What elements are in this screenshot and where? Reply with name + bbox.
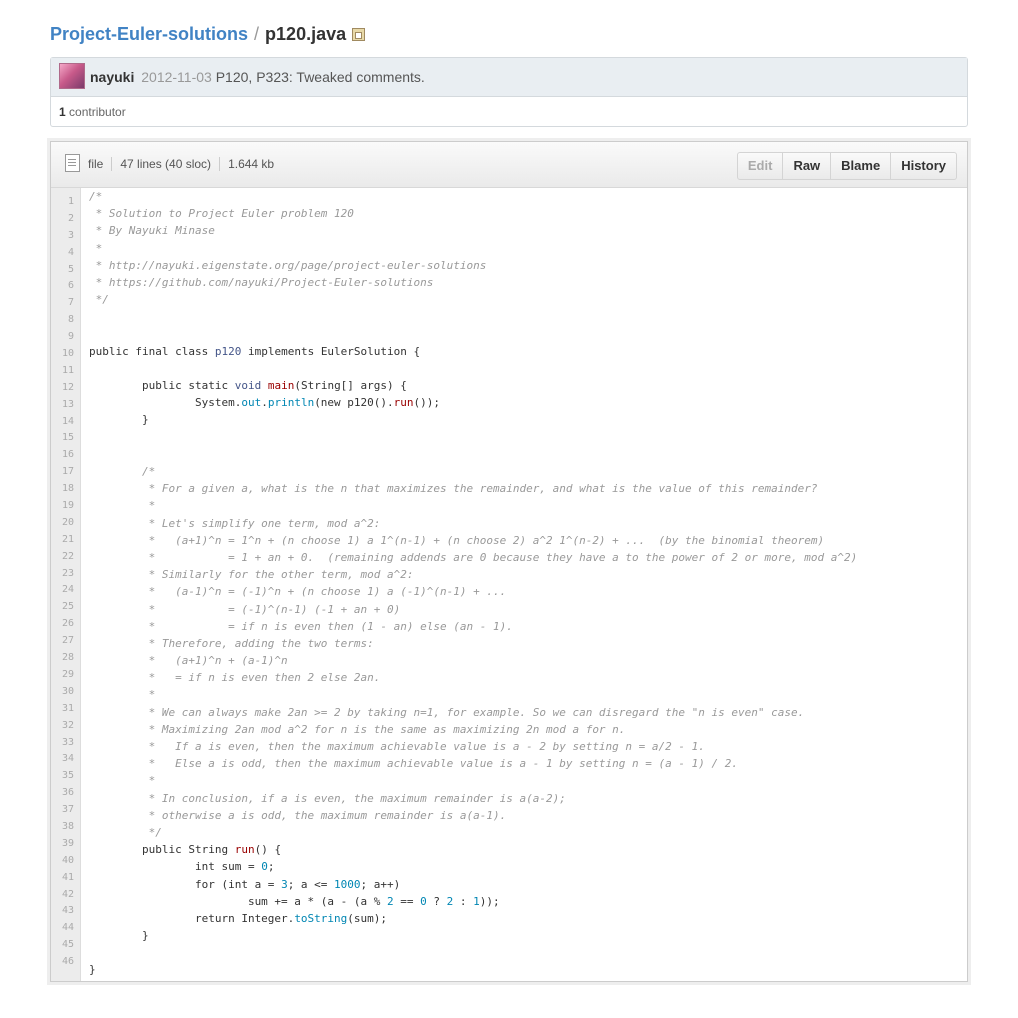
line-number[interactable]: 17 xyxy=(61,466,74,478)
code-line: * xyxy=(89,499,156,513)
line-number[interactable]: 9 xyxy=(67,331,74,343)
contributors-row xyxy=(51,97,967,128)
line-number[interactable]: 8 xyxy=(67,314,74,326)
line-number[interactable]: 13 xyxy=(61,398,74,410)
line-number[interactable]: 36 xyxy=(61,787,74,799)
line-number[interactable]: 24 xyxy=(61,584,74,596)
line-number[interactable]: 42 xyxy=(61,888,74,900)
commit-summary xyxy=(51,58,967,97)
line-number[interactable]: 38 xyxy=(61,820,74,832)
line-number[interactable]: 46 xyxy=(61,956,74,968)
line-number[interactable]: 45 xyxy=(61,939,74,951)
code-line: } xyxy=(89,929,149,943)
line-number[interactable]: 34 xyxy=(61,753,74,765)
code-line: * https://github.com/nayuki/Project-Euler-solutions xyxy=(89,275,434,289)
line-number[interactable]: 25 xyxy=(61,601,74,613)
code-line: * xyxy=(89,688,156,702)
line-number[interactable]: 40 xyxy=(61,854,74,866)
code-line: * Maximizing 2an mod a^2 for n is the same as maximizing 2n mod a for n. xyxy=(89,722,626,736)
file-name: p120.java xyxy=(265,24,347,44)
line-number[interactable]: 18 xyxy=(61,483,74,495)
code-line xyxy=(81,326,967,343)
code-line: sum += a * (a - (a % 2 == 0 ? 2 : 1)); xyxy=(89,894,500,908)
breadcrumb xyxy=(50,24,365,45)
line-number[interactable]: 4 xyxy=(67,246,74,258)
copy-path-icon[interactable] xyxy=(352,28,365,41)
line-number[interactable]: 2 xyxy=(67,212,74,224)
code-line: * Let's simplify one term, mod a^2: xyxy=(89,516,381,530)
code-line: */ xyxy=(89,293,109,307)
commit-date: 2012-11-03 xyxy=(141,69,212,85)
code-line: } xyxy=(89,413,149,427)
code-line: * xyxy=(89,774,156,788)
line-number-gutter xyxy=(51,188,81,981)
file-lines: 47 lines (40 sloc) xyxy=(120,157,212,171)
line-number[interactable]: 23 xyxy=(61,567,74,579)
edit-button[interactable]: Edit xyxy=(737,152,784,180)
code-line: * If a is even, then the maximum achievable value is a - 2 by setting n = a/2 - 1. xyxy=(89,740,705,753)
code-line xyxy=(81,308,967,325)
code-line: * otherwise a is odd, the maximum remainder is a(a-1). xyxy=(89,808,507,822)
line-number[interactable]: 19 xyxy=(61,500,74,512)
file-type: file xyxy=(88,157,104,171)
line-number[interactable]: 7 xyxy=(67,297,74,309)
code-line: } xyxy=(89,963,96,977)
line-number[interactable]: 1 xyxy=(67,196,74,207)
code-line: * Therefore, adding the two terms: xyxy=(89,636,374,650)
commit-message[interactable]: P120, P323: Tweaked comments. xyxy=(215,69,425,85)
line-number[interactable]: 21 xyxy=(61,533,74,545)
file-box xyxy=(50,141,968,982)
file-header xyxy=(51,142,967,188)
line-number[interactable]: 32 xyxy=(61,719,74,731)
line-number[interactable]: 26 xyxy=(61,618,74,630)
line-number[interactable]: 41 xyxy=(61,871,74,883)
code-line: * = 1 + an + 0. (remaining addends are 0 because they have a to the power of 2 or more, mod a^2) xyxy=(89,550,858,564)
code-line: return Integer.toString(sum); xyxy=(89,911,388,925)
code-line: * (a+1)^n + (a-1)^n xyxy=(89,654,288,668)
code-lines xyxy=(81,188,967,981)
contributors-count: 1 xyxy=(59,105,66,119)
code-line: * We can always make 2an >= 2 by taking n=1, for example. So we can disregard the "n is even" case. xyxy=(89,705,805,719)
code-line: * xyxy=(89,241,103,255)
line-number[interactable]: 14 xyxy=(61,415,74,427)
line-number[interactable]: 15 xyxy=(61,432,74,444)
code-line: * http://nayuki.eigenstate.org/page/project-euler-solutions xyxy=(89,258,487,272)
raw-button[interactable]: Raw xyxy=(783,152,831,180)
code-line xyxy=(81,944,967,961)
code-line: * Similarly for the other term, mod a^2: xyxy=(89,568,414,582)
code-line xyxy=(81,360,967,377)
code-line: public final class p120 implements EulerSolution { xyxy=(89,344,421,358)
contributors-label[interactable]: contributor xyxy=(69,105,126,119)
line-number[interactable]: 12 xyxy=(61,381,74,393)
code-line: public String run() { xyxy=(89,843,282,857)
latest-commit-box xyxy=(50,57,968,127)
avatar[interactable] xyxy=(59,63,85,89)
file-icon xyxy=(65,154,80,172)
code-line: * For a given a, what is the n that maximizes the remainder, and what is the value of this remainder? xyxy=(89,482,818,496)
code-line xyxy=(81,446,967,463)
code-line: * = if n is even then (1 - an) else (an - 1). xyxy=(89,619,513,633)
line-number[interactable]: 6 xyxy=(67,280,74,292)
line-number[interactable]: 33 xyxy=(61,736,74,748)
code-line xyxy=(81,429,967,446)
file-info xyxy=(65,142,274,187)
code-line: for (int a = 3; a <= 1000; a++) xyxy=(89,877,401,891)
blame-button[interactable]: Blame xyxy=(831,152,891,180)
code-line: * In conclusion, if a is even, the maximum remainder is a(a-2); xyxy=(89,791,566,805)
code-line: * (a+1)^n = 1^n + (n choose 1) a 1^(n-1) + (n choose 2) a^2 1^(n-2) + ... (by the binomial theorem) xyxy=(89,533,825,547)
code-line: * Solution to Project Euler problem 120 xyxy=(89,207,354,221)
line-number[interactable]: 22 xyxy=(61,550,74,562)
code-line: * Else a is odd, then the maximum achievable value is a - 1 by setting n = (a - 1) / 2. xyxy=(89,757,739,771)
line-number[interactable]: 39 xyxy=(61,837,74,849)
code-line: int sum = 0; xyxy=(89,860,275,874)
repo-link[interactable]: Project-Euler-solutions xyxy=(50,24,249,44)
code-line: * (a-1)^n = (-1)^n + (n choose 1) a (-1)^(n-1) + ... xyxy=(89,585,507,599)
line-number[interactable]: 10 xyxy=(61,348,74,360)
code-view xyxy=(51,188,967,981)
line-number[interactable]: 27 xyxy=(61,635,74,647)
line-number[interactable]: 28 xyxy=(61,652,74,664)
code-line: * = (-1)^(n-1) (-1 + an + 0) xyxy=(89,602,401,616)
line-number[interactable]: 29 xyxy=(61,668,74,680)
file-size: 1.644 kb xyxy=(228,157,275,171)
line-number[interactable]: 16 xyxy=(61,449,74,461)
code-line: /* xyxy=(89,190,103,203)
code-line: System.out.println(new p120().run()); xyxy=(89,396,441,410)
line-number[interactable]: 20 xyxy=(61,516,74,528)
line-number[interactable]: 5 xyxy=(67,263,74,275)
line-number[interactable]: 30 xyxy=(61,685,74,697)
file-actions xyxy=(737,152,957,180)
line-number[interactable]: 43 xyxy=(61,905,74,917)
commit-author[interactable]: nayuki xyxy=(90,69,135,85)
code-line: /* xyxy=(89,465,156,478)
line-number[interactable]: 31 xyxy=(61,702,74,714)
breadcrumb-separator: / xyxy=(254,24,260,44)
line-number[interactable]: 44 xyxy=(61,922,74,934)
code-line: public static void main(String[] args) { xyxy=(89,379,407,393)
code-line: * By Nayuki Minase xyxy=(89,224,215,238)
code-line: * = if n is even then 2 else 2an. xyxy=(89,671,381,685)
code-line: */ xyxy=(89,825,162,839)
line-number[interactable]: 37 xyxy=(61,804,74,816)
line-number[interactable]: 11 xyxy=(61,364,74,376)
history-button[interactable]: History xyxy=(891,152,957,180)
line-number[interactable]: 3 xyxy=(67,229,74,241)
line-number[interactable]: 35 xyxy=(61,770,74,782)
